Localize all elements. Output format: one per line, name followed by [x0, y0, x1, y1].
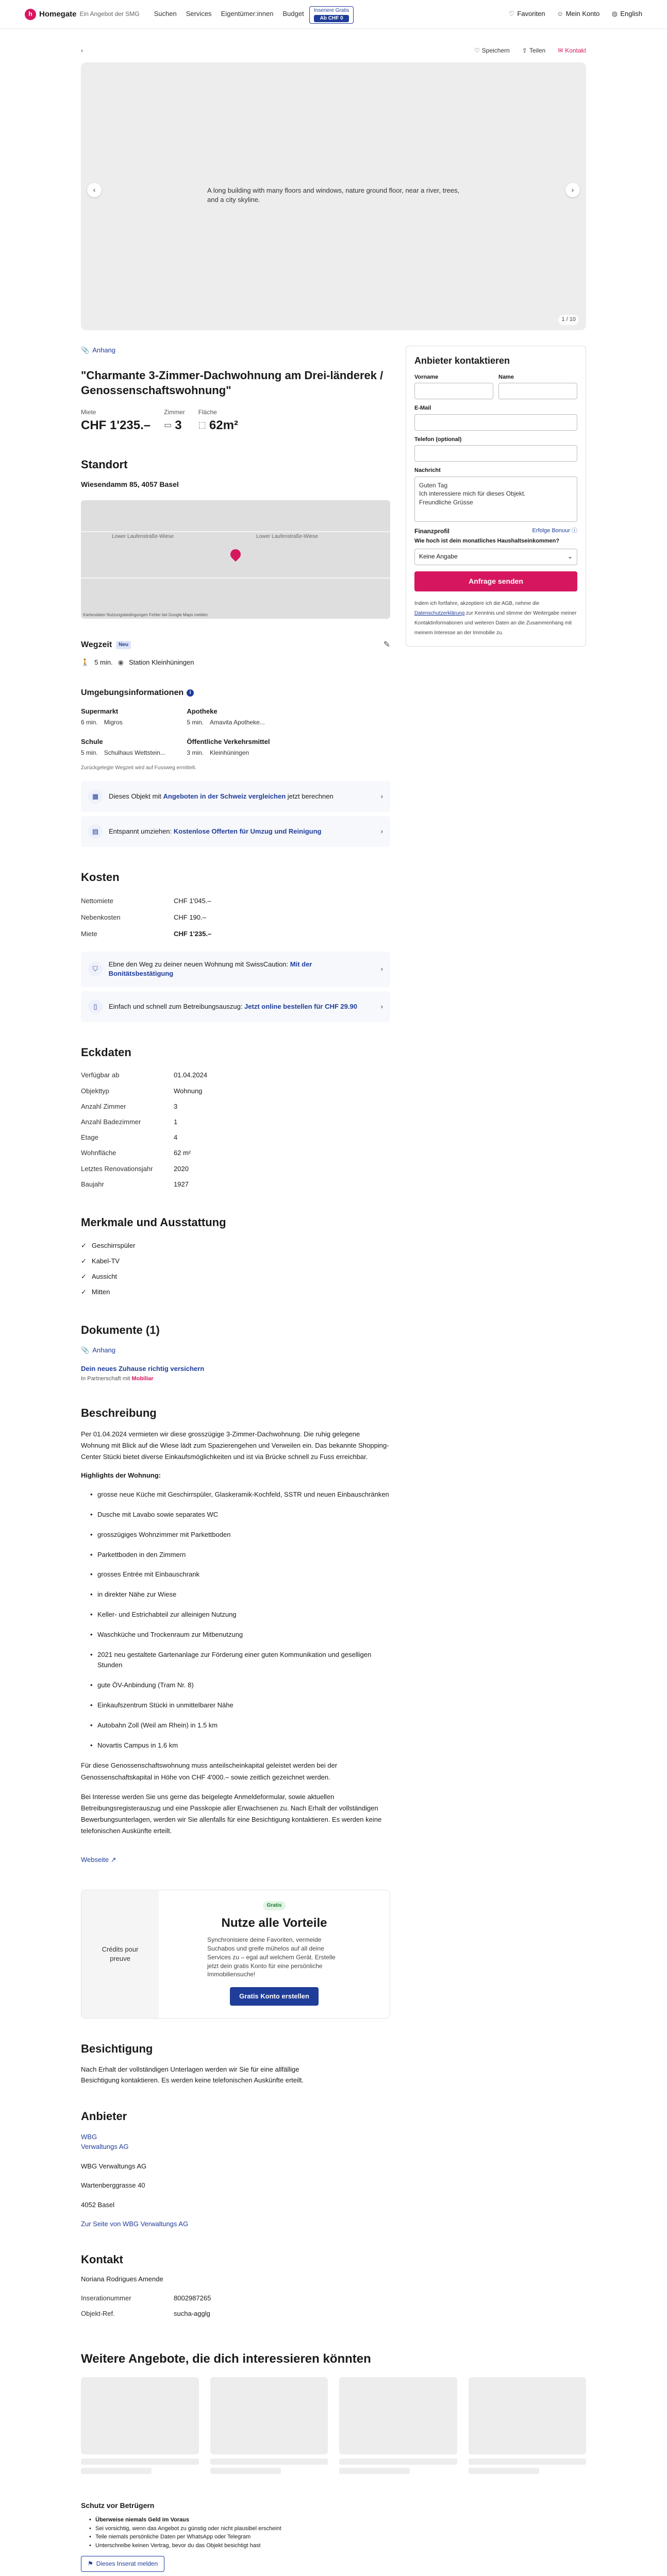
contact-sidebar [406, 346, 586, 2321]
promo-swisscaution[interactable]: ⛉ Ebne den Weg zu deiner neuen Wohnung mit SwissCaution: Mit der Bonitätsbestätigung › [81, 952, 390, 987]
promo-list-1 [81, 781, 390, 847]
viewing-heading: Besichtigung [81, 2042, 153, 2056]
contact-heading: Kontakt [81, 2252, 123, 2266]
edit-commute-button[interactable] [383, 639, 390, 651]
chevron-right-icon: › [380, 1002, 383, 1010]
fraud-tip: • Sei vorsichtig, wenn das Angebot zu günstig oder nicht plausibel erscheint [89, 2524, 586, 2533]
provider-heading: Anbieter [81, 2109, 127, 2123]
location-heading: Standort [81, 457, 128, 471]
details-row: Letztes Renovationsjahr 2020 [81, 1164, 189, 1173]
firstname-field: Vorname [414, 374, 493, 399]
surroundings-spacer [293, 707, 390, 727]
train-icon: ◉ [118, 658, 124, 667]
finance-profile-row: Finanzprofil Erfolge Bonuur ⓘ [414, 527, 577, 535]
feature-item: ✓ Aussicht [81, 1269, 390, 1284]
paperclip-icon: 📎 [81, 346, 90, 354]
map-road-label: Lower Laufenstraße-Wiese [112, 533, 174, 539]
details-table [81, 1067, 390, 1192]
homegate-logo[interactable]: h Homegate Ein Angebot der SMG [25, 9, 140, 20]
offer-card-placeholder[interactable] [210, 2377, 328, 2454]
phone-input[interactable] [414, 445, 577, 462]
highlight-item: • Einkaufszentrum Stücki in unmittelbarer Nähe [90, 1700, 390, 1711]
main-nav [154, 9, 304, 19]
fraud-tip: • Überweise niemals Geld im Voraus [89, 2516, 586, 2524]
logo-icon: h [25, 9, 36, 20]
fact-area: Fläche ⬚ 62m² [198, 409, 238, 432]
surroundings-note: Zurückgelegte Wegzeit wird auf Fussweg ermittelt. [81, 765, 196, 771]
documents-heading: Dokumente (1) [81, 1324, 160, 1337]
chevron-down-icon: ⌄ [567, 552, 573, 560]
contact-info: Noriana Rodrigues Amende Inserationummer 8002987265 Objekt-Ref. sucha-agglg [81, 2275, 390, 2321]
provider-info: WBG Verwaltungs AG WBG Verwaltungs AG Wartenberggrasse 40 4052 Basel Zur Seite von WBG Verwaltungs AG [81, 2132, 390, 2229]
user-icon: ☺ [556, 10, 564, 18]
costs-row-total: Miete CHF 1'235.– [81, 930, 212, 938]
save-button[interactable]: ♡ Speichern [474, 47, 510, 54]
shield-icon: ⛉ [88, 962, 103, 976]
top-navigation [0, 0, 667, 29]
free-badge: Gratis [263, 1901, 286, 1910]
chevron-right-icon: › [380, 827, 383, 835]
nav-link-owners[interactable]: Eigentümer:innen [221, 10, 274, 18]
check-icon: ✓ [81, 1273, 87, 1281]
contact-form-title: Anbieter kontaktieren [414, 355, 510, 366]
email-input[interactable] [414, 414, 577, 431]
fact-rooms: Zimmer ▭ 3 [164, 409, 185, 432]
image-gallery[interactable] [81, 62, 586, 330]
chevron-left-icon: ‹ [93, 185, 96, 194]
info-icon: ⓘ [572, 527, 577, 534]
chevron-right-icon: › [571, 185, 574, 194]
surroundings-item-school: Schule 5 min. Schulhaus Wettstein... [81, 737, 165, 757]
bed-icon: ▭ [164, 420, 172, 430]
globe-icon: ◍ [611, 10, 618, 18]
description: Per 01.04.2024 vermieten wir diese grosszügige 3-Zimmer-Dachwohnung. Die ruhig gelegene Wohnung mit Blick auf die Wiese lädt zum Spazierengehen und Verweilen ein. Das bekannte Shopping-Center Stücki bietet diverse Einkaufsmöglichkeiten und ist via Brücke schnell zu Fuss erreichbar. Highlights der Wohnung: • grosse neue Küche mit Geschirrspüler, Glaskeramik-Kochfeld, SSTR und neuen Einbauschränken • Dusche mit Lavabo sowie separates WC • grosszügiges Wohnzimmer mit Parkettboden • Parkettboden in den Zimmern • grosses Entrée mit Einbauschrank • in direkter Nähe zur Wiese • Keller- und Estrichabteil zur alleinigen Nutzung • Waschküche und Trockenraum zur Mitbenutzung • 2021 neu gestaltete Gartenanlage zur Förderung einer guten Kommunikation und geselligen Stunden • gute ÖV-Anbindung (Tram Nr. 8) • Einkaufszentrum Stücki in unmittelbarer Nähe • Autobahn Zoll (Weil am Rhein) in 1.5 km • Novartis Campus in 1.6 km Für diese Genossenschaftswohnung muss anteilscheinkapital geleistet werden bei der Genossenschaftskapital in Höhe von CHF 4'000.– sowie zeitlich gezeichnet werden. Bei Interesse werden Sie uns gerne das beigelegte Anmeldeformular, sowie aktuellen Betreibungsregisterauszug und eine Passkopie aller Erwachsenen zu. Nach Erhalt der vollständigen Bewerbungsunterlagen, werden wir Sie allenfalls für eine Besichtigung kontaktieren. Es werden keine telefonischen Auskünfte erteilt. Webseite ↗ [81, 1429, 390, 1865]
paperclip-icon: 📎 [81, 1346, 90, 1354]
insurance-partner: Dein neues Zuhause richtig versichern In Partnerschaft mit Mobiliar [81, 1364, 390, 1383]
highlight-item: • Parkettboden in den Zimmern [90, 1550, 390, 1561]
surroundings-item-transit: Öffentliche Verkehrsmittel 3 min. Kleinhüningen [187, 737, 270, 757]
document-attachment-link[interactable]: 📎 Anhang [81, 1346, 390, 1355]
features-list [81, 1238, 390, 1300]
highlight-item: • Keller- und Estrichabteil zur alleinigen Nutzung [90, 1609, 390, 1620]
area-icon: ⬚ [198, 420, 206, 430]
chevron-right-icon: › [380, 792, 383, 800]
new-badge: Neu [116, 641, 131, 649]
nav-link-budget[interactable]: Budget [282, 10, 304, 18]
contact-button[interactable]: ✉ Kontakt [558, 47, 586, 54]
language-link[interactable]: ◍ English [611, 9, 642, 19]
highlight-item: • Dusche mit Lavabo sowie separates WC [90, 1510, 390, 1520]
favorites-link[interactable]: ♡ Favoriten [508, 9, 545, 19]
nav-link-services[interactable]: Services [186, 10, 212, 18]
insurance-link[interactable]: Dein neues Zuhause richtig versichern [81, 1365, 205, 1373]
details-row: Baujahr 1927 [81, 1180, 189, 1188]
surroundings-item-pharmacy: Apotheke 5 min. Amavita Apotheke... [187, 707, 265, 726]
calculator-icon: ▦ [88, 789, 103, 804]
highlight-item: • grosses Entrée mit Einbauschrank [90, 1569, 390, 1580]
lastname-field: Name [498, 374, 577, 399]
check-icon: ✓ [81, 1288, 87, 1296]
message-field: Nachricht Guten Tag Ich interessiere mich für dieses Objekt. Freundliche Grüsse [414, 467, 577, 521]
main-column: 📎 Anhang "Charmante 3-Zimmer-Dachwohnung am Drei-länderek / Genossenschaftswohnung" Miete CHF 1'235.– Zimmer ▭ 3 Fläche ⬚ 62m² Standort Wiesendamm 85, 4057 Basel Lower Laufenstraße-Wiese Lower Laufenstraße-Wiese Kartendaten Nutzungsbedingungen Fehler bei Google Maps melden Wegzeit Neu ✎ 🚶 5 min. ◉ Station Kleinhüningen Umgebungsinformationen i Supermarkt 6 min. Migros Apotheke 5 min. Amavita Apotheke... Schule 5 min. Schulhaus Wettstein... Öffentliche Verkehrsmittel 3 min. Kleinhüningen Zurückgelegte Wegzeit wird auf Fussweg ermittelt. ▦ Dieses Objekt mit Angeboten in der Schweiz vergleichen jetzt berechnen › ▤ Entspannt umziehen: Kostenlose Offerten für Umzug und Reinigung › Kosten Nettomiete CHF 1'045.– Nebenkosten CHF 190.– Miete CHF 1'235.– ⛉ Ebne den Weg zu deiner neuen Wohnung mit SwissCaution: Mit der Bonitätsbestätigung › ▯ Einfach und schnell zum Betreibungsauszug: Jetzt online bestellen für CHF 29.90 › Eckdaten Verfügbar ab 01.04.2024 Objekttyp Wohnung Anzahl Zimmer 3 Anzahl Badezimmer 1 Etage 4 Wohnfläche 62 m² Letztes Renovationsjahr 2020 Baujahr 1927 Merkmale und Ausstattung ✓ Geschirrspüler ✓ Kabel-TV ✓ Aussicht ✓ Mitten Dokumente (1) 📎 Anhang Dein neues Zuhause richtig versichern In Partnerschaft mit Mobiliar Beschreibung Per 01.04.2024 vermieten wir diese grosszügige 3-Zimmer-Dachwohnung. Die ruhig gelegene Wohnung mit Blick auf die Wiese lädt zum Spazierengehen und Verweilen ein. Das bekannte Shopping-Center Stücki bietet diverse Einkaufsmöglichkeiten und ist via Brücke schnell zu Fuss erreichbar. Highlights der Wohnung: • grosse neue Küche mit Geschirrspüler, Glaskeramik-Kochfeld, SSTR und neuen Einbauschränken • Dusche mit Lavabo sowie separates WC • grosszügiges Wohnzimmer mit Parkettboden • Parkettboden in den Zimmern • grosses Entrée mit Einbauschrank • in direkter Nähe zur Wiese • Keller- und Estrichabteil zur alleinigen Nutzung • Waschküche und Trockenraum zur Mitbenutzung • 2021 neu gestaltete Gartenanlage zur Förderung einer guten Kommunikation und geselligen Stunden • gute ÖV-Anbindung (Tram Nr. 8) • Einkaufszentrum Stücki in unmittelbarer Nähe • Autobahn Zoll (Weil am Rhein) in 1.5 km • Novartis Campus in 1.6 km Für diese Genossenschaftswohnung muss anteilscheinkapital geleistet werden bei der Genossenschaftskapital in Höhe von CHF 4'000.– sowie zeitlich gezeichnet werden. Bei Interesse werden Sie uns gerne das beigelegte Anmeldeformular, sowie aktuellen Betreibungsregisterauszug und eine Passkopie aller Erwachsenen zu. Nach Erhalt der vollständigen Bewerbungsunterlagen, werden wir Sie allenfalls für eine Besichtigung kontaktieren. Es werden keine telefonischen Auskünfte erteilt. Webseite ↗ Crédits pour preuve Gratis Nutze alle Vorteile Synchronisiere deine Favoriten, vermeide Suchabos und greife mühelos auf all deine Services zu – egal auf welchem Gerät. Erstelle jetzt dein gratis Konto für eine persönliche Immobiliensuche! Gratis Konto erstellen Besichtigung Nach Erhalt der vollständigen Unterlagen werden wir Sie für eine allfällige Besichtigung kontaktieren. Es werden keine telefonischen Auskünfte erteilt. Anbieter WBG Verwaltungs AG WBG Verwaltungs AG Wartenberggrasse 40 4052 Basel Zur Seite von WBG Verwaltungs AG Kontakt Noriana Rodrigues Amende Inserationummer 8002987265 Objekt-Ref. sucha-agglg [81, 346, 390, 2321]
check-icon: ✓ [81, 1257, 87, 1265]
map-road-line [81, 531, 390, 532]
details-row: Anzahl Zimmer 3 [81, 1102, 178, 1110]
back-button[interactable]: ‹ [81, 47, 83, 54]
location-map[interactable] [81, 500, 390, 619]
send-request-button[interactable]: Anfrage senden [414, 571, 577, 592]
surroundings-heading: Umgebungsinformationen i [81, 687, 390, 699]
mail-icon: ✉ [558, 47, 563, 54]
report-listing-button[interactable]: ⚑ Dieses Inserat melden [81, 2556, 164, 2572]
lastname-input[interactable] [498, 383, 577, 399]
gallery-caption: A long building with many floors and windows, nature ground floor, near a river, trees, and a city skyline. [207, 186, 460, 204]
account-promo-title: Nutze alle Vorteile [221, 1916, 327, 1930]
offer-card-placeholder[interactable] [339, 2377, 457, 2454]
promo-list-2 [81, 952, 390, 1022]
truck-icon: ▤ [88, 824, 103, 839]
provider-name-link[interactable]: WBG [81, 2132, 97, 2141]
firstname-input[interactable] [414, 383, 493, 399]
fraud-protection: Schutz vor Betrügern • Überweise niemals Geld im Voraus • Sei vorsichtig, wenn das Angebot zu günstig oder nicht plausibel erscheint • Teile niemals persönliche Daten per WhatsApp oder Telegram • Unterschreibe keinen Vertrag, bevor du das Objekt besichtigt hast ⚑ Dieses Inserat melden [81, 2501, 586, 2572]
costs-table [81, 893, 390, 943]
chevron-right-icon: › [380, 965, 383, 973]
heart-icon: ♡ [508, 10, 515, 18]
contact-form: Anbieter kontaktieren Vorname Name E-Mail Telefon (optional) Nachricht Guten Tag Ich interessiere mich für dieses Objekt. Freundliche Grüsse Finanzprofil Erfolge Bonuur ⓘ Wie hoch ist dein monatliches Haushaltseinkommen? Keine Angabe ⌄ Anfrage senden Indem ich fortfahre, akzeptiere ich die AGB, nehme die Datenschutzerklärung zur Kenntnis und stimme der Weitergabe meiner Kontaktinformationen und weiteren Daten an die Zusammenhang mit meinem Interesse an der Immobilie zu. [406, 346, 586, 647]
costs-row: Nebenkosten CHF 190.– [81, 913, 206, 921]
promo-moving[interactable]: ▤ Entspannt umziehen: Kostenlose Offerten für Umzug und Reinigung › [81, 816, 390, 847]
message-textarea[interactable]: Guten Tag Ich interessiere mich für dieses Objekt. Freundliche Grüsse [414, 477, 577, 522]
highlight-item: • Autobahn Zoll (Weil am Rhein) in 1.5 km [90, 1720, 390, 1731]
income-select[interactable]: Keine Angabe ⌄ [414, 549, 577, 565]
fraud-tip: • Teile niemals persönliche Daten per WhatsApp oder Telegram [89, 2533, 586, 2541]
website-link[interactable]: Webseite ↗ [81, 1856, 116, 1864]
phone-field: Telefon (optional) [414, 436, 577, 462]
highlight-item: • 2021 neu gestaltete Gartenanlage zur Förderung einer guten Kommunikation und geselligen Stunden [90, 1650, 390, 1671]
document-icon: ▯ [88, 999, 103, 1014]
share-icon: ⇪ [522, 47, 527, 54]
surroundings-item-supermarket: Supermarkt 6 min. Migros [81, 707, 123, 726]
provider-page-link[interactable]: Zur Seite von WBG Verwaltungs AG [81, 2220, 189, 2228]
gallery-prev-button[interactable] [87, 183, 102, 197]
map-road-label: Lower Laufenstraße-Wiese [256, 533, 319, 539]
highlight-item: • Waschküche und Trockenraum zur Mitbenutzung [90, 1630, 390, 1640]
mobiliar-logo: Mobiliar [131, 1375, 154, 1382]
fact-rent: Miete CHF 1'235.– [81, 409, 151, 432]
key-facts [81, 408, 390, 434]
highlights-list [90, 1489, 390, 1751]
more-offers-list [81, 2377, 586, 2454]
offer-card-placeholder[interactable] [469, 2377, 587, 2454]
walk-icon: 🚶 [81, 658, 90, 667]
create-account-button[interactable]: Gratis Konto erstellen [230, 1987, 319, 2006]
info-icon[interactable]: i [187, 689, 194, 697]
contact-row: Inserationummer 8002987265 [81, 2294, 211, 2302]
feature-item: ✓ Kabel-TV [81, 1253, 390, 1269]
promo-chip[interactable]: Inseriere Gratis Ab CHF 0 [309, 6, 354, 24]
details-row: Objekttyp Wohnung [81, 1087, 203, 1095]
action-bar [81, 29, 586, 62]
fraud-tip: • Unterschreibe keinen Vertrag, bevor du das Objekt besichtigt hast [89, 2541, 586, 2550]
gallery-counter: 1 / 10 [558, 315, 579, 325]
feature-item: ✓ Mitten [81, 1284, 390, 1300]
nav-link-search[interactable]: Suchen [154, 10, 177, 18]
email-field: E-Mail [414, 404, 577, 430]
commute-section: Wegzeit Neu ✎ 🚶 5 min. ◉ Station Kleinhüningen [81, 639, 390, 668]
share-button[interactable]: ⇪ Teilen [522, 47, 546, 54]
highlight-item: • grosse neue Küche mit Geschirrspüler, Glaskeramik-Kochfeld, SSTR und neuen Einbauschränken [90, 1489, 390, 1500]
features-heading: Merkmale und Ausstattung [81, 1215, 226, 1229]
highlight-item: • Novartis Campus in 1.6 km [90, 1740, 390, 1751]
flag-icon: ⚑ [88, 2560, 93, 2568]
costs-row: Nettomiete CHF 1'045.– [81, 896, 211, 905]
feature-item: ✓ Geschirrspüler [81, 1238, 390, 1253]
details-row: Verfügbar ab 01.04.2024 [81, 1071, 208, 1079]
promo-compare[interactable]: ▦ Dieses Objekt mit Angeboten in der Schweiz vergleichen jetzt berechnen › [81, 781, 390, 812]
promo-debt-extract[interactable]: ▯ Einfach und schnell zum Betreibungsauszug: Jetzt online bestellen für CHF 29.90 › [81, 991, 390, 1022]
external-link-icon: ↗ [110, 1856, 116, 1864]
attachment-link[interactable]: 📎 Anhang [81, 346, 390, 355]
description-heading: Beschreibung [81, 1406, 157, 1420]
highlight-item: • grosszügiges Wohnzimmer mit Parkettboden [90, 1530, 390, 1540]
details-row: Wohnfläche 62 m² [81, 1149, 191, 1157]
privacy-link[interactable]: Datenschutzerklärung [414, 611, 465, 617]
costs-heading: Kosten [81, 870, 120, 884]
gallery-next-button[interactable] [565, 183, 580, 197]
more-offers-heading: Weitere Angebote, die dich interessieren könnten [81, 2351, 371, 2366]
nav-right [508, 9, 642, 19]
map-road-line [81, 578, 390, 579]
listing-title: "Charmante 3-Zimmer-Dachwohnung am Drei-länderek / Genossenschaftswohnung" [81, 368, 383, 397]
details-heading: Eckdaten [81, 1045, 131, 1059]
details-row: Anzahl Badezimmer 1 [81, 1117, 178, 1126]
highlight-item: • gute ÖV-Anbindung (Tram Nr. 8) [90, 1680, 390, 1691]
privacy-notice: Indem ich fortfahre, akzeptiere ich die AGB, nehme die Datenschutzerklärung zur Kenntnis und stimme der Weitergabe meiner Kontaktinformationen und weiteren Daten an die Zusammenhang mit meinem Interesse an der Immobilie zu. [414, 601, 577, 636]
map-pin-icon [228, 547, 243, 562]
account-promo-image: Crédits pour preuve [81, 1890, 159, 2019]
check-icon: ✓ [81, 1241, 87, 1249]
account-link[interactable]: ☺ Mein Konto [557, 9, 600, 19]
finance-profile-link[interactable]: Erfolge Bonuur ⓘ [532, 527, 577, 534]
map-attribution[interactable]: Kartendaten Nutzungsbedingungen Fehler bei Google Maps melden [83, 612, 208, 617]
provider-org-link[interactable]: Verwaltungs AG [81, 2143, 129, 2151]
contact-row: Objekt-Ref. sucha-agglg [81, 2309, 210, 2317]
pencil-icon: ✎ [383, 640, 390, 649]
surroundings-grid [81, 707, 390, 757]
offer-card-placeholder[interactable] [81, 2377, 199, 2454]
heart-icon: ♡ [474, 47, 480, 54]
account-promo: Crédits pour preuve Gratis Nutze alle Vorteile Synchronisiere deine Favoriten, vermeide Suchabos und greife mühelos auf all deine Services zu – egal auf welchem Gerät. Erstelle jetzt dein gratis Konto für eine persönliche Immobiliensuche! Gratis Konto erstellen [81, 1890, 390, 2019]
highlight-item: • in direkter Nähe zur Wiese [90, 1589, 390, 1600]
details-row: Etage 4 [81, 1133, 178, 1142]
address: Wiesendamm 85, 4057 Basel [81, 480, 179, 489]
